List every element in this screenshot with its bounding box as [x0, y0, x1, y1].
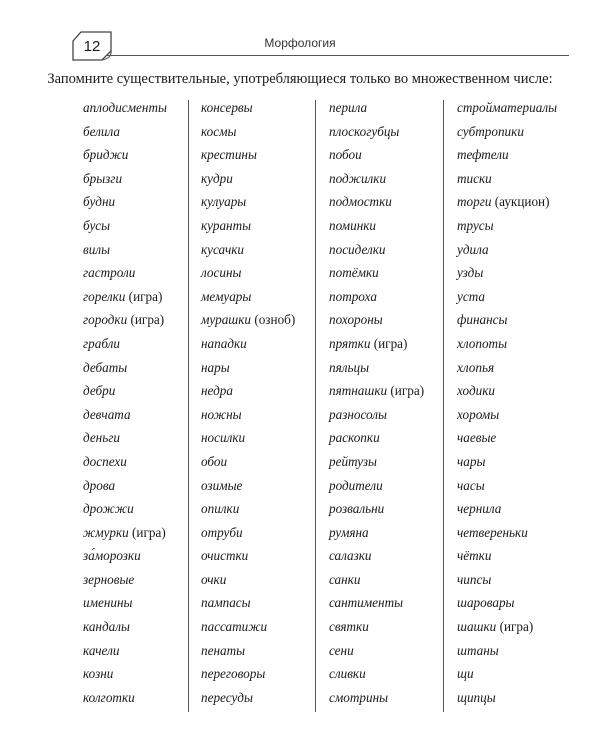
word-text: недра: [201, 383, 233, 399]
word-text: хлопоты: [457, 335, 508, 351]
word-text: нары: [201, 359, 230, 375]
word-text: тефтели: [457, 147, 509, 163]
word-text: уста: [457, 288, 485, 304]
word-item: [201, 332, 295, 356]
word-item: [457, 96, 557, 120]
word-text: пампасы: [201, 595, 251, 611]
word-item: [201, 190, 295, 214]
word-text: потёмки: [329, 265, 379, 281]
word-text: бриджи: [83, 147, 129, 163]
word-text: сливки: [329, 666, 366, 682]
word-item: [329, 521, 424, 545]
word-item: [457, 261, 557, 285]
word-text: похороны: [329, 312, 383, 328]
word-text: дебаты: [83, 359, 128, 375]
word-item: [457, 591, 557, 615]
word-item: [83, 544, 167, 568]
word-item: [457, 379, 557, 403]
word-text: чипсы: [457, 571, 492, 587]
word-text: козни: [83, 666, 114, 682]
word-text: пересуды: [201, 689, 253, 705]
word-text: космы: [201, 123, 237, 139]
word-item: [329, 261, 424, 285]
column-divider: [443, 100, 444, 712]
word-text: пассатижи: [201, 619, 268, 635]
word-item: [457, 167, 557, 191]
word-item: [457, 214, 557, 238]
word-item: [457, 143, 557, 167]
word-item: [329, 96, 424, 120]
word-item: [329, 190, 424, 214]
word-text: щипцы: [457, 689, 496, 705]
word-item: [457, 308, 557, 332]
word-item: [457, 686, 557, 710]
word-text: торги: [457, 194, 492, 210]
word-text: опилки: [201, 501, 240, 517]
word-text: узды: [457, 265, 484, 281]
word-note: (аукцион): [491, 194, 550, 210]
word-text: качели: [83, 642, 120, 658]
word-item: [83, 521, 167, 545]
word-text: разносолы: [329, 406, 387, 422]
word-item: [201, 143, 295, 167]
word-item: [201, 426, 295, 450]
word-item: [83, 285, 167, 309]
word-item: [457, 332, 557, 356]
word-item: [201, 214, 295, 238]
word-text: шаровары: [457, 595, 515, 611]
word-text: кандалы: [83, 619, 130, 635]
word-text: шашки: [457, 619, 497, 635]
word-text: сени: [329, 642, 354, 658]
word-item: [83, 190, 167, 214]
word-text: именины: [83, 595, 133, 611]
word-text: удила: [457, 241, 489, 257]
word-text: дрожжи: [83, 501, 134, 517]
word-text: колготки: [83, 689, 135, 705]
word-text: куранты: [201, 217, 252, 233]
word-item: [457, 450, 557, 474]
word-text: гастроли: [83, 265, 136, 281]
word-item: [329, 120, 424, 144]
word-item: [457, 615, 557, 639]
word-text: нападки: [201, 335, 247, 351]
word-text: очки: [201, 571, 227, 587]
word-item: [329, 615, 424, 639]
word-text: румяна: [329, 524, 369, 540]
word-item: [83, 403, 167, 427]
word-text: финансы: [457, 312, 508, 328]
column-divider: [315, 100, 316, 712]
word-item: [457, 238, 557, 262]
word-item: [457, 190, 557, 214]
word-item: [83, 308, 167, 332]
word-note: (игра): [496, 619, 534, 635]
word-item: [457, 497, 557, 521]
word-item: [329, 285, 424, 309]
word-item: [83, 261, 167, 285]
word-text: консервы: [201, 100, 253, 115]
word-text: чаевые: [457, 430, 497, 446]
word-text: девчата: [83, 406, 131, 422]
word-text: поджилки: [329, 170, 387, 186]
word-item: [201, 379, 295, 403]
word-item: [329, 356, 424, 380]
word-item: [457, 120, 557, 144]
word-column-4: [457, 96, 557, 709]
column-divider: [188, 100, 189, 712]
word-text: белила: [83, 123, 121, 139]
word-text: дебри: [83, 383, 116, 399]
word-text: обои: [201, 453, 228, 469]
word-column-2: [201, 96, 295, 709]
word-text: брызги: [83, 170, 123, 186]
word-text: вилы: [83, 241, 110, 257]
word-item: [201, 544, 295, 568]
word-item: [457, 474, 557, 498]
word-item: [329, 167, 424, 191]
word-text: зерновые: [83, 571, 135, 587]
word-text: часы: [457, 477, 485, 493]
word-text: грабли: [83, 335, 120, 351]
word-item: [329, 662, 424, 686]
word-item: [201, 615, 295, 639]
word-item: [201, 403, 295, 427]
word-text: пятнашки: [329, 383, 388, 399]
word-column-1: [83, 96, 167, 709]
word-item: [329, 308, 424, 332]
word-text: щи: [457, 666, 474, 682]
word-item: [457, 426, 557, 450]
word-note: (игра): [125, 288, 163, 304]
word-item: [201, 356, 295, 380]
word-text: отруби: [201, 524, 243, 540]
word-item: [329, 143, 424, 167]
word-item: [83, 238, 167, 262]
word-item: [83, 379, 167, 403]
word-text: кусачки: [201, 241, 245, 257]
word-item: [201, 308, 295, 332]
word-text: крестины: [201, 147, 257, 163]
word-item: [201, 568, 295, 592]
word-text: святки: [329, 619, 369, 635]
word-text: потроха: [329, 288, 377, 304]
word-item: [457, 544, 557, 568]
word-text: городки: [83, 312, 128, 328]
word-text: рейтузы: [329, 453, 377, 469]
word-item: [329, 639, 424, 663]
word-item: [83, 591, 167, 615]
word-item: [83, 497, 167, 521]
word-text: раскопки: [329, 430, 380, 446]
word-item: [329, 591, 424, 615]
page-number: 12: [83, 37, 101, 55]
word-column-3: [329, 96, 424, 709]
word-text: будни: [83, 194, 116, 210]
word-item: [201, 497, 295, 521]
word-item: [329, 403, 424, 427]
word-text: салазки: [329, 548, 372, 564]
word-item: [83, 214, 167, 238]
word-item: [83, 662, 167, 686]
word-item: [201, 474, 295, 498]
word-item: [457, 521, 557, 545]
word-text: перила: [329, 100, 368, 115]
word-item: [201, 285, 295, 309]
word-item: [83, 426, 167, 450]
word-item: [329, 474, 424, 498]
word-text: пяльцы: [329, 359, 370, 375]
word-item: [201, 167, 295, 191]
word-item: [457, 356, 557, 380]
word-item: [329, 497, 424, 521]
word-item: [83, 356, 167, 380]
word-text: побои: [329, 147, 362, 163]
word-text: озимые: [201, 477, 243, 493]
word-item: [329, 450, 424, 474]
word-text: хлопья: [457, 359, 495, 375]
word-note: (игра): [128, 524, 166, 540]
word-item: [201, 238, 295, 262]
word-text: чётки: [457, 548, 492, 564]
word-item: [201, 639, 295, 663]
word-text: субтропики: [457, 123, 524, 139]
word-item: [329, 568, 424, 592]
word-text: четвереньки: [457, 524, 528, 540]
word-text: плоскогубцы: [329, 123, 400, 139]
word-item: [457, 662, 557, 686]
word-item: [457, 403, 557, 427]
word-note: (игра): [370, 335, 408, 351]
instruction-text: Запомните существительные, употребляющиеся только во множественном числе:: [47, 71, 553, 87]
word-item: [457, 639, 557, 663]
word-text: тиски: [457, 170, 492, 186]
word-item: [201, 591, 295, 615]
word-item: [201, 450, 295, 474]
word-text: чары: [457, 453, 486, 469]
word-item: [83, 167, 167, 191]
word-text: стройматериалы: [457, 100, 558, 115]
word-note: (игра): [127, 312, 165, 328]
word-item: [329, 686, 424, 710]
word-text: бусы: [83, 217, 111, 233]
word-text: горелки: [83, 288, 126, 304]
word-item: [201, 662, 295, 686]
word-item: [83, 686, 167, 710]
word-text: аплодисменты: [83, 100, 167, 115]
word-columns: [0, 96, 600, 726]
word-text: сантименты: [329, 595, 404, 611]
word-text: мурашки: [201, 312, 252, 328]
word-item: [201, 261, 295, 285]
word-text: мемуары: [201, 288, 252, 304]
word-text: розвальни: [329, 501, 385, 517]
word-item: [457, 568, 557, 592]
word-item: [83, 568, 167, 592]
word-text: переговоры: [201, 666, 266, 682]
word-text: ходики: [457, 383, 495, 399]
word-item: [83, 474, 167, 498]
word-item: [201, 686, 295, 710]
word-item: [83, 450, 167, 474]
word-text: лосины: [201, 265, 242, 281]
word-item: [201, 120, 295, 144]
word-text: посиделки: [329, 241, 386, 257]
word-text: носилки: [201, 430, 246, 446]
word-text: трусы: [457, 217, 494, 233]
word-text: поминки: [329, 217, 376, 233]
word-text: дрова: [83, 477, 116, 493]
word-text: смотрины: [329, 689, 389, 705]
word-text: пенаты: [201, 642, 246, 658]
word-item: [83, 615, 167, 639]
word-item: [83, 143, 167, 167]
word-text: доспехи: [83, 453, 127, 469]
word-text: кудри: [201, 170, 233, 186]
word-text: кулуары: [201, 194, 247, 210]
word-item: [201, 521, 295, 545]
word-item: [83, 639, 167, 663]
word-text: штаны: [457, 642, 499, 658]
word-item: [457, 285, 557, 309]
word-item: [83, 96, 167, 120]
word-note: (озноб): [251, 312, 296, 328]
word-item: [329, 238, 424, 262]
word-text: ножны: [201, 406, 242, 422]
word-item: [329, 544, 424, 568]
page-header: [0, 0, 600, 70]
word-text: деньги: [83, 430, 120, 446]
word-item: [201, 96, 295, 120]
word-text: прятки: [329, 335, 371, 351]
header-rule: [107, 55, 569, 56]
word-item: [83, 120, 167, 144]
word-item: [329, 426, 424, 450]
word-text: за́морозки: [83, 548, 141, 564]
word-item: [83, 332, 167, 356]
section-title: Морфология: [264, 36, 336, 50]
word-item: [329, 379, 424, 403]
word-text: подмостки: [329, 194, 392, 210]
word-note: (игра): [387, 383, 425, 399]
word-text: очистки: [201, 548, 249, 564]
word-text: родители: [329, 477, 383, 493]
word-item: [329, 332, 424, 356]
word-text: жмурки: [83, 524, 129, 540]
word-text: хоромы: [457, 406, 500, 422]
word-text: чернила: [457, 501, 502, 517]
word-text: санки: [329, 571, 361, 587]
word-item: [329, 214, 424, 238]
